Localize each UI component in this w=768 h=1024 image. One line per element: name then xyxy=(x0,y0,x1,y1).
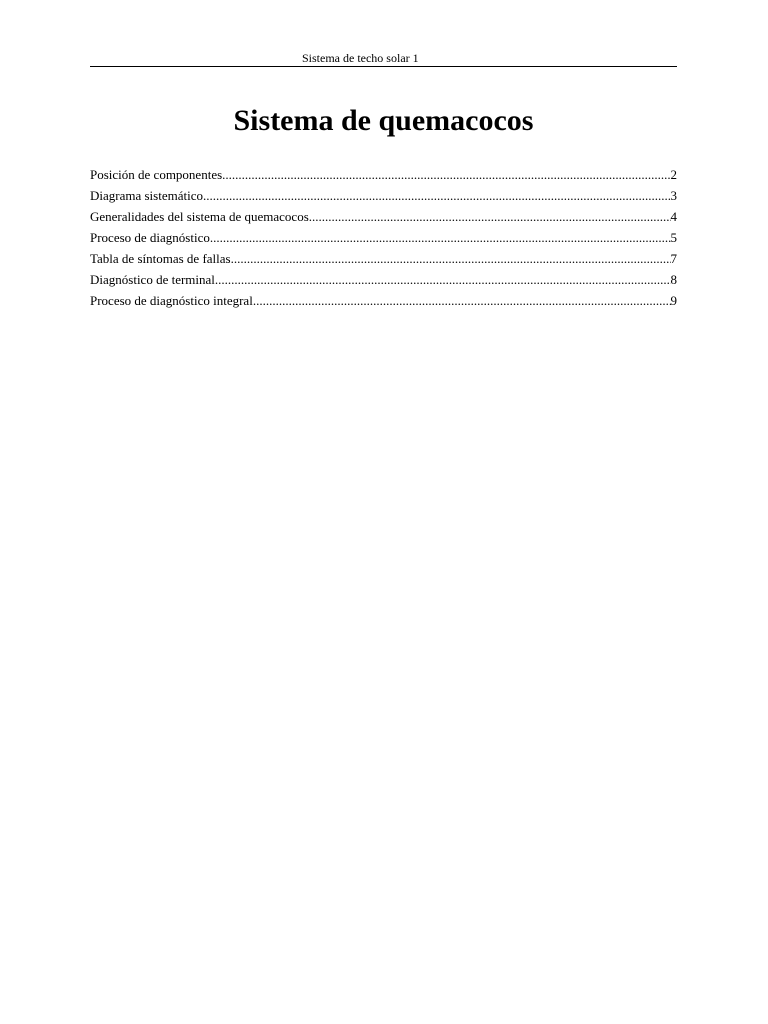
toc-entry-label: Diagrama sistemático xyxy=(90,188,203,203)
toc-entry[interactable] xyxy=(90,249,677,270)
toc-entry[interactable] xyxy=(90,270,677,291)
toc-dot-leader xyxy=(222,165,670,184)
toc-page-number: 4 xyxy=(670,209,677,224)
toc-page-number: 3 xyxy=(670,188,677,203)
toc-entry[interactable] xyxy=(90,291,677,312)
toc-entry[interactable] xyxy=(90,207,677,228)
toc-entry-label: Proceso de diagnóstico integral xyxy=(90,293,253,308)
table-of-contents xyxy=(90,165,677,312)
toc-entry-label: Tabla de síntomas de fallas xyxy=(90,251,231,266)
toc-entry-label: Generalidades del sistema de quemacocos xyxy=(90,209,309,224)
toc-page-number: 7 xyxy=(670,251,677,266)
toc-page-number: 8 xyxy=(670,272,677,287)
toc-page-number: 2 xyxy=(670,167,677,182)
toc-entry[interactable] xyxy=(90,186,677,207)
toc-page-number: 5 xyxy=(670,230,677,245)
toc-entry[interactable] xyxy=(90,228,677,249)
toc-dot-leader xyxy=(231,249,671,268)
toc-dot-leader xyxy=(215,270,671,289)
toc-page-number: 9 xyxy=(670,293,677,308)
document-title: Sistema de quemacocos xyxy=(233,104,534,137)
toc-dot-leader xyxy=(253,291,671,310)
running-header xyxy=(90,51,677,67)
toc-dot-leader xyxy=(210,228,671,247)
toc-dot-leader xyxy=(203,186,671,205)
toc-entry[interactable] xyxy=(90,165,677,186)
toc-entry-label: Diagnóstico de terminal xyxy=(90,272,215,287)
toc-dot-leader xyxy=(309,207,671,226)
toc-entry-label: Posición de componentes xyxy=(90,167,223,182)
toc-entry-label: Proceso de diagnóstico xyxy=(90,230,210,245)
running-header-title: Sistema de techo solar 1 xyxy=(302,51,419,65)
